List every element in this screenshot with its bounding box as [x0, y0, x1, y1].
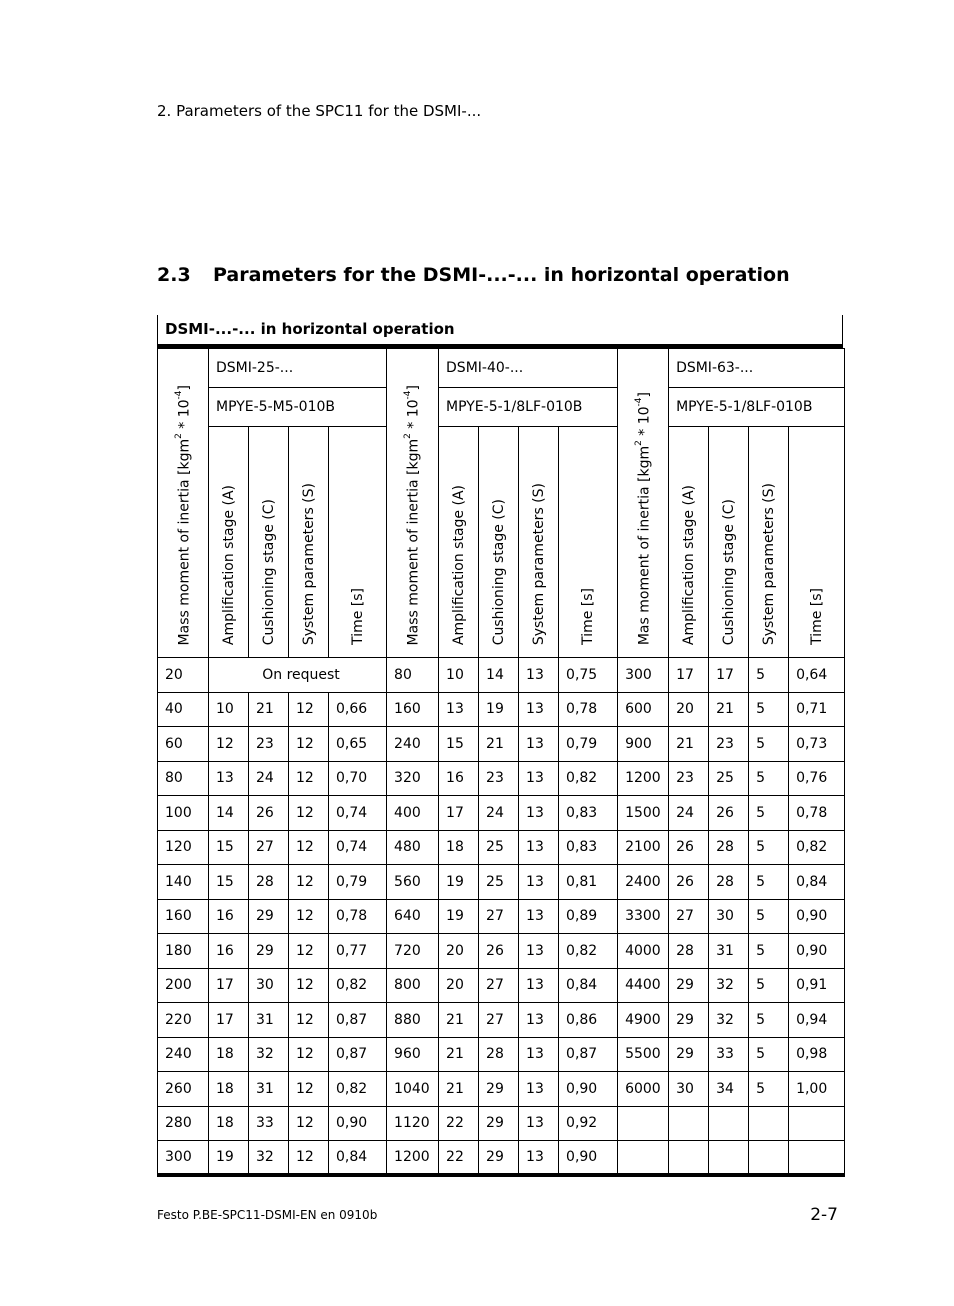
section-title: Parameters for the DSMI-...-... in horizontal operation	[213, 264, 790, 286]
table-row	[158, 1106, 845, 1141]
table-cell: 140	[158, 865, 209, 900]
table-cell	[749, 1106, 789, 1141]
table-cell: 300	[158, 1141, 209, 1176]
table-cell: 160	[158, 899, 209, 934]
table-row	[158, 1141, 845, 1176]
table-cell: 19	[479, 692, 519, 727]
table-cell: 1040	[387, 1072, 439, 1107]
table-cell: 12	[289, 968, 329, 1003]
table-cell: 0,87	[329, 1003, 387, 1038]
table-cell: 21	[709, 692, 749, 727]
table-cell: 220	[158, 1003, 209, 1038]
table-cell: 27	[669, 899, 709, 934]
table-cell: 29	[479, 1072, 519, 1107]
drive-header-63: DSMI-63-...	[669, 349, 845, 388]
table-cell: 15	[209, 865, 249, 900]
table-cell: 25	[479, 865, 519, 900]
table-cell: 5	[749, 934, 789, 969]
table-row	[158, 1072, 845, 1107]
table-cell: 24	[669, 796, 709, 831]
footer-doc-id: Festo P.BE-SPC11-DSMI-EN en 0910b	[157, 1208, 378, 1222]
table-cell: 12	[289, 1141, 329, 1176]
table-cell: 21	[439, 1037, 479, 1072]
table-cell: 0,94	[789, 1003, 845, 1038]
table-cell: 0,90	[559, 1141, 618, 1176]
table-cell: 18	[439, 830, 479, 865]
table-cell: 27	[249, 830, 289, 865]
table-cell: 20	[439, 968, 479, 1003]
table-cell: 0,81	[559, 865, 618, 900]
table-cell: 23	[479, 761, 519, 796]
table-cell: 260	[158, 1072, 209, 1107]
table-cell: 26	[249, 796, 289, 831]
table-cell: 12	[289, 727, 329, 762]
table-cell: 33	[249, 1106, 289, 1141]
table-cell: 16	[209, 934, 249, 969]
table-cell: 28	[669, 934, 709, 969]
table-cell: 5	[749, 727, 789, 762]
table-cell: 18	[209, 1037, 249, 1072]
table-cell: 19	[209, 1141, 249, 1176]
param-header: Cushioning stage (C)	[479, 427, 519, 658]
table-cell: 29	[669, 1003, 709, 1038]
table-cell: 0,65	[329, 727, 387, 762]
table-cell: 1200	[387, 1141, 439, 1176]
table-caption: DSMI-...-... in horizontal operation	[157, 315, 843, 348]
table-cell: 18	[209, 1106, 249, 1141]
table-cell: 0,83	[559, 830, 618, 865]
param-header: Time [s]	[789, 427, 845, 658]
table-cell: 20	[669, 692, 709, 727]
table-cell: 300	[618, 658, 669, 693]
table-cell: 0,90	[329, 1106, 387, 1141]
table-cell: 32	[709, 1003, 749, 1038]
table-cell: 5	[749, 796, 789, 831]
table-cell: 1200	[618, 761, 669, 796]
table-cell: 19	[439, 899, 479, 934]
table-cell: 13	[209, 761, 249, 796]
drive-header-40: DSMI-40-...	[439, 349, 618, 388]
table-cell: 900	[618, 727, 669, 762]
table-cell: 29	[479, 1106, 519, 1141]
table-cell: 40	[158, 692, 209, 727]
table-cell: 25	[709, 761, 749, 796]
table-cell: 30	[249, 968, 289, 1003]
table-cell: 5	[749, 761, 789, 796]
table-cell: 13	[519, 1106, 559, 1141]
table-cell: 5	[749, 692, 789, 727]
param-header: System parameters (S)	[289, 427, 329, 658]
table-cell: 0,84	[559, 968, 618, 1003]
table-cell: 240	[387, 727, 439, 762]
table-cell: 0,82	[789, 830, 845, 865]
table-cell: 29	[249, 934, 289, 969]
table-cell: 4000	[618, 934, 669, 969]
table-cell: 720	[387, 934, 439, 969]
table-cell: 560	[387, 865, 439, 900]
param-header: System parameters (S)	[749, 427, 789, 658]
table-row	[158, 761, 845, 796]
table-cell: 0,78	[559, 692, 618, 727]
table-cell	[669, 1141, 709, 1176]
table-cell: 17	[209, 968, 249, 1003]
running-header: 2. Parameters of the SPC11 for the DSMI-...	[157, 102, 482, 120]
table-cell	[709, 1106, 749, 1141]
header-row-params	[158, 427, 845, 658]
table-cell: 13	[519, 1003, 559, 1038]
table-cell: 80	[387, 658, 439, 693]
table-cell: 320	[387, 761, 439, 796]
table-cell: 29	[249, 899, 289, 934]
table-cell: 26	[709, 796, 749, 831]
table-row	[158, 865, 845, 900]
table-cell: 5	[749, 1072, 789, 1107]
table-cell: 28	[249, 865, 289, 900]
table-cell: 15	[209, 830, 249, 865]
parameter-table	[157, 348, 845, 1177]
table-cell: 13	[519, 796, 559, 831]
table-cell: 2400	[618, 865, 669, 900]
on-request-cell: On request	[209, 658, 387, 693]
table-cell: 22	[439, 1106, 479, 1141]
table-row	[158, 830, 845, 865]
table-cell: 3300	[618, 899, 669, 934]
table-cell: 160	[387, 692, 439, 727]
table-cell: 0,98	[789, 1037, 845, 1072]
table-cell: 13	[519, 830, 559, 865]
table-cell: 0,82	[559, 761, 618, 796]
table-cell: 60	[158, 727, 209, 762]
table-cell: 21	[439, 1003, 479, 1038]
table-cell: 0,75	[559, 658, 618, 693]
table-cell	[789, 1106, 845, 1141]
table-cell: 0,64	[789, 658, 845, 693]
table-cell: 5	[749, 1003, 789, 1038]
table-cell: 17	[209, 1003, 249, 1038]
table-cell: 0,83	[559, 796, 618, 831]
table-cell: 0,90	[559, 1072, 618, 1107]
table-cell: 0,89	[559, 899, 618, 934]
table-cell	[789, 1141, 845, 1176]
table-cell: 16	[439, 761, 479, 796]
table-cell: 27	[479, 1003, 519, 1038]
table-cell	[669, 1106, 709, 1141]
table-cell: 17	[669, 658, 709, 693]
table-cell: 0,79	[329, 865, 387, 900]
table-cell: 1500	[618, 796, 669, 831]
table-cell: 5	[749, 968, 789, 1003]
table-cell: 17	[709, 658, 749, 693]
table-cell: 31	[249, 1072, 289, 1107]
table-cell: 34	[709, 1072, 749, 1107]
table-cell: 0,78	[789, 796, 845, 831]
valve-header-25: MPYE-5-M5-010B	[209, 388, 387, 427]
inertia-header-40: Mass moment of inertia $[kgm^2 * 10^{-4}]$	[387, 349, 439, 658]
table-cell: 0,70	[329, 761, 387, 796]
table-cell: 0,79	[559, 727, 618, 762]
valve-header-40: MPYE-5-1/8LF-010B	[439, 388, 618, 427]
table-cell: 2100	[618, 830, 669, 865]
table-cell: 280	[158, 1106, 209, 1141]
table-cell: 15	[439, 727, 479, 762]
table-cell: 0,82	[329, 1072, 387, 1107]
table-cell: 13	[519, 899, 559, 934]
table-cell: 0,71	[789, 692, 845, 727]
table-cell: 5	[749, 830, 789, 865]
table-cell: 0,73	[789, 727, 845, 762]
table-row	[158, 658, 845, 693]
table-cell: 23	[249, 727, 289, 762]
table-cell: 17	[439, 796, 479, 831]
param-header: Cushioning stage (C)	[249, 427, 289, 658]
table-cell: 800	[387, 968, 439, 1003]
table-cell: 0,82	[329, 968, 387, 1003]
table-cell: 12	[289, 830, 329, 865]
table-cell: 30	[709, 899, 749, 934]
table-cell	[709, 1141, 749, 1176]
table-cell: 0,84	[329, 1141, 387, 1176]
table-cell: 12	[289, 1003, 329, 1038]
table-cell: 0,76	[789, 761, 845, 796]
table-cell: 31	[709, 934, 749, 969]
table-cell: 13	[519, 761, 559, 796]
table-cell: 10	[209, 692, 249, 727]
table-cell: 0,66	[329, 692, 387, 727]
param-header: Amplification stage (A)	[439, 427, 479, 658]
header-row-drives	[158, 349, 845, 388]
param-header: Amplification stage (A)	[669, 427, 709, 658]
table-cell: 33	[709, 1037, 749, 1072]
table-cell: 12	[209, 727, 249, 762]
table-cell: 21	[669, 727, 709, 762]
table-cell: 21	[249, 692, 289, 727]
table-cell: 6000	[618, 1072, 669, 1107]
table-cell: 32	[249, 1141, 289, 1176]
table-cell: 13	[519, 727, 559, 762]
table-cell: 28	[479, 1037, 519, 1072]
table-cell: 12	[289, 796, 329, 831]
table-cell: 4900	[618, 1003, 669, 1038]
table-cell: 18	[209, 1072, 249, 1107]
table-cell: 13	[519, 865, 559, 900]
table-cell: 640	[387, 899, 439, 934]
table-cell	[618, 1141, 669, 1176]
table-cell: 13	[519, 968, 559, 1003]
table-cell: 80	[158, 761, 209, 796]
table-cell: 26	[669, 865, 709, 900]
table-cell: 13	[519, 1037, 559, 1072]
inertia-header-63: Mas moment of inertia $[kgm^2 * 10^{-4}]$	[618, 349, 669, 658]
table-cell: 4400	[618, 968, 669, 1003]
table-row	[158, 727, 845, 762]
table-row	[158, 899, 845, 934]
drive-header-25: DSMI-25-...	[209, 349, 387, 388]
table-cell: 27	[479, 899, 519, 934]
table-cell: 480	[387, 830, 439, 865]
table-cell: 13	[519, 658, 559, 693]
table-row	[158, 796, 845, 831]
table-cell: 0,91	[789, 968, 845, 1003]
table-cell: 240	[158, 1037, 209, 1072]
valve-header-63: MPYE-5-1/8LF-010B	[669, 388, 845, 427]
table-cell: 0,78	[329, 899, 387, 934]
table-cell: 12	[289, 865, 329, 900]
table-row	[158, 1003, 845, 1038]
table-cell: 23	[669, 761, 709, 796]
table-cell: 22	[439, 1141, 479, 1176]
table-cell: 12	[289, 934, 329, 969]
table-cell: 24	[479, 796, 519, 831]
table-cell: 14	[209, 796, 249, 831]
table-cell: 12	[289, 1037, 329, 1072]
table-cell: 0,77	[329, 934, 387, 969]
table-cell: 12	[289, 761, 329, 796]
table-cell: 0,90	[789, 934, 845, 969]
section-heading	[157, 264, 790, 286]
table-cell: 32	[249, 1037, 289, 1072]
table-cell: 29	[479, 1141, 519, 1176]
table-cell: 10	[439, 658, 479, 693]
table-cell	[618, 1106, 669, 1141]
table-cell: 12	[289, 1072, 329, 1107]
table-row	[158, 1037, 845, 1072]
table-cell: 5500	[618, 1037, 669, 1072]
table-cell: 0,74	[329, 796, 387, 831]
table-cell: 1120	[387, 1106, 439, 1141]
table-cell: 16	[209, 899, 249, 934]
table-cell: 0,74	[329, 830, 387, 865]
table-cell: 0,82	[559, 934, 618, 969]
param-header: Time [s]	[559, 427, 618, 658]
table-cell: 20	[158, 658, 209, 693]
table-cell: 13	[439, 692, 479, 727]
page-number: 2-7	[810, 1205, 838, 1225]
table-row	[158, 934, 845, 969]
param-header: System parameters (S)	[519, 427, 559, 658]
table-cell: 26	[669, 830, 709, 865]
table-cell: 120	[158, 830, 209, 865]
table-cell: 12	[289, 692, 329, 727]
table-cell: 13	[519, 934, 559, 969]
table-cell: 29	[669, 968, 709, 1003]
table-cell: 0,92	[559, 1106, 618, 1141]
table-cell: 25	[479, 830, 519, 865]
table-cell: 12	[289, 1106, 329, 1141]
table-cell: 13	[519, 1141, 559, 1176]
table-cell: 19	[439, 865, 479, 900]
table-cell: 1,00	[789, 1072, 845, 1107]
table-cell: 21	[479, 727, 519, 762]
table-row	[158, 692, 845, 727]
table-cell: 5	[749, 1037, 789, 1072]
table-cell: 960	[387, 1037, 439, 1072]
table-cell: 880	[387, 1003, 439, 1038]
table-cell: 5	[749, 658, 789, 693]
table-cell: 24	[249, 761, 289, 796]
table-cell: 0,87	[559, 1037, 618, 1072]
table-cell: 200	[158, 968, 209, 1003]
table-cell: 23	[709, 727, 749, 762]
param-header: Time [s]	[329, 427, 387, 658]
table-cell: 28	[709, 865, 749, 900]
table-row	[158, 968, 845, 1003]
table-cell: 31	[249, 1003, 289, 1038]
param-header: Amplification stage (A)	[209, 427, 249, 658]
table-cell: 100	[158, 796, 209, 831]
table-cell: 28	[709, 830, 749, 865]
header-row-valves	[158, 388, 845, 427]
table-cell: 0,90	[789, 899, 845, 934]
table-cell: 27	[479, 968, 519, 1003]
table-cell: 5	[749, 899, 789, 934]
table-cell: 29	[669, 1037, 709, 1072]
table-cell: 26	[479, 934, 519, 969]
table-cell: 0,86	[559, 1003, 618, 1038]
table-cell: 14	[479, 658, 519, 693]
table-cell: 20	[439, 934, 479, 969]
table-cell: 12	[289, 899, 329, 934]
table-cell: 13	[519, 1072, 559, 1107]
table-cell: 21	[439, 1072, 479, 1107]
param-header: Cushioning stage (C)	[709, 427, 749, 658]
table-cell	[749, 1141, 789, 1176]
table-cell: 5	[749, 865, 789, 900]
table-cell: 0,84	[789, 865, 845, 900]
table-cell: 180	[158, 934, 209, 969]
table-cell: 600	[618, 692, 669, 727]
table-cell: 32	[709, 968, 749, 1003]
table-cell: 400	[387, 796, 439, 831]
table-cell: 0,87	[329, 1037, 387, 1072]
section-number: 2.3	[157, 264, 191, 286]
table-cell: 13	[519, 692, 559, 727]
inertia-header-25: Mass moment of inertia $[kgm^2 * 10^{-4}]$	[158, 349, 209, 658]
table-cell: 30	[669, 1072, 709, 1107]
